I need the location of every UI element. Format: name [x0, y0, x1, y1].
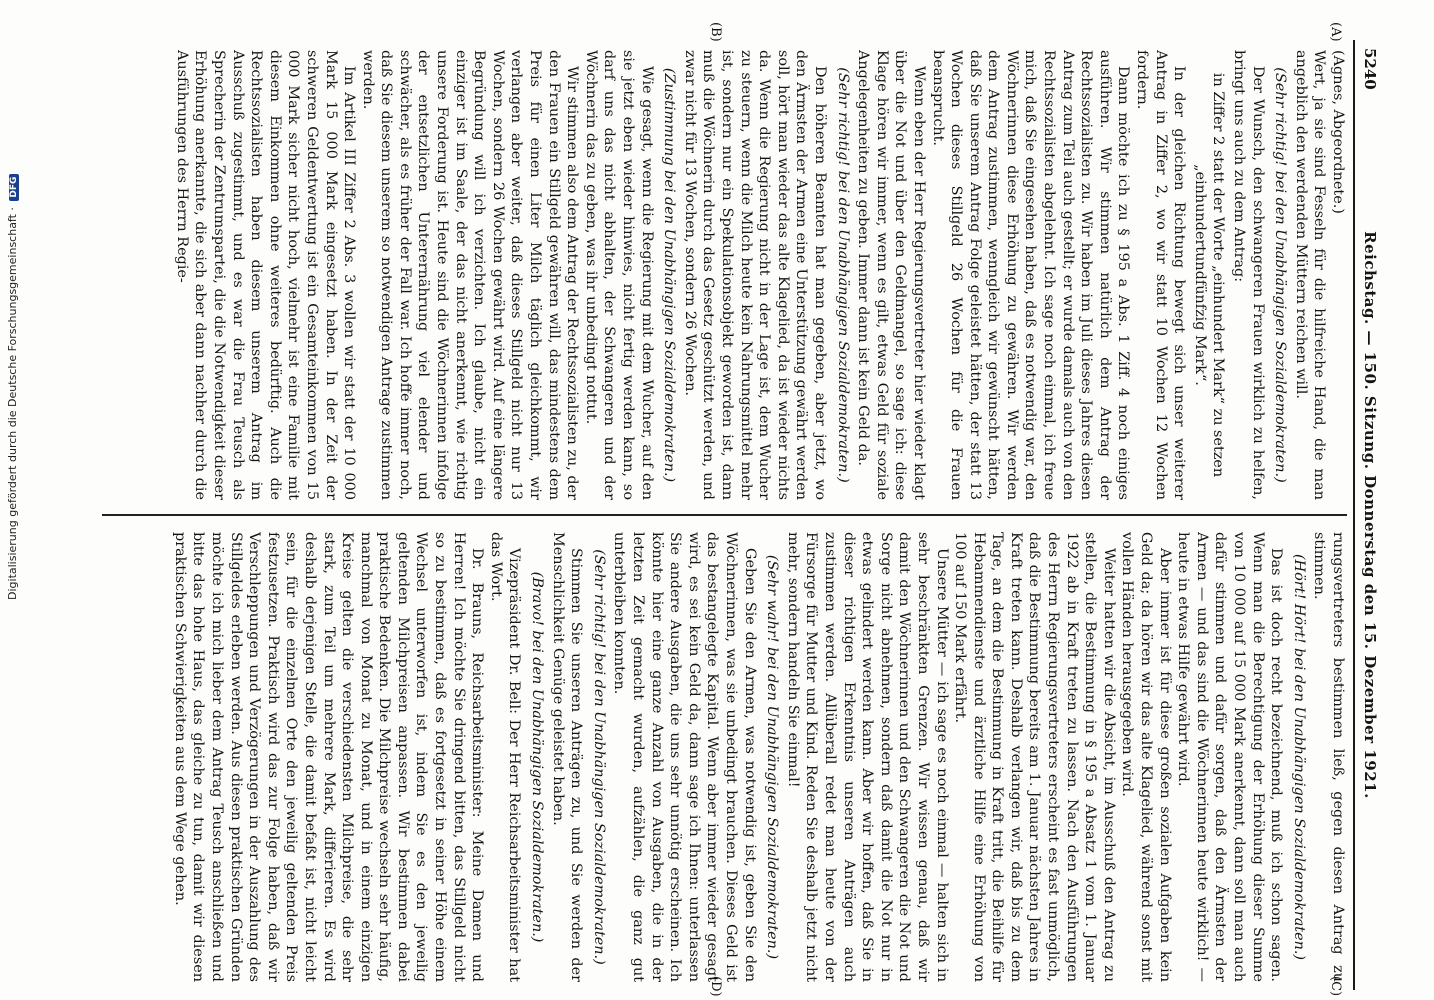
paragraph: (Agnes, Abgeordnete.): [1330, 50, 1346, 214]
dfg-logo: DFG: [9, 174, 19, 201]
header-rule: [1353, 40, 1355, 990]
page-number: 5240: [1361, 48, 1379, 90]
paragraph: Wir stimmen also dem Antrag der Rechtssozialisten zu, der den Frauen ein Stillgeld gewähren will, das mindestens dem Preis für einen Liter Milch täglich gleichkommt, wir verlangen aber weiter, daß dieses Stillgeld nicht nur 13 Wochen, sondern 26 Wochen gewährt wird. Auf eine längere Begründung will ich verzichten. Ich glaube, nicht ein einziger ist im Saale, der das nicht anerkennt, wie richtig unsere Forderung ist. Heute sind die Wöchnerinnen infolge der entsetzlichen Unterernährung viel elender und schwächer, als es früher der Fall war. Ich hoffe immer noch, daß Sie diesem unserem so notwendigen Antrage zustimmen werden.: [359, 50, 581, 500]
paragraph: Der Wunsch, den schwangeren Frauen wirklich zu helfen, bringt uns auch zu dem Antrag:: [1231, 50, 1266, 500]
page-title: Reichstag. — 150. Sitzung. Donnerstag den 15. Dezember 1921.: [1361, 231, 1379, 799]
footer-text: Digitalisierung gefördert durch die Deutsche Forschungsgemeinschaft ·: [6, 207, 19, 600]
paragraph: Das ist doch recht bezeichnend, muß ich schon sagen. Wenn man die Berechtigung der Erhöhung dieser Summe von 10 000 auf 15 000 Mark anerkennt, dann soll man auch dafür stimmen und dafür sorgen, daß den Ärmsten der Armen — und das sind die Wöchnerinnen heute wirklich! — heute in etwas Hilfe gewährt wird.: [1175, 532, 1285, 982]
paragraph: Wert, ja sie sind Fesseln für die hilfreiche Hand, die man angeblich den werdenden Müttern reichen will.: [1292, 50, 1328, 500]
paragraph: Dann möchte ich zu § 195 a Abs. 1 Ziff. 4 noch einiges ausführen. Wir stimmen natürlich dem Antrag der Rechtssozialisten zu. Wir haben im Juli dieses Jahres diesen Antrag zum Teil auch gestellt; er wurde damals auch von den Rechtssozialisten abgelehnt. Ich sage noch einmal, ich freue mich, daß Sie eingesehen haben, daß es notwendig war, den Wöchnerinnen diese Erhöhung zu gewähren. Wir werden dem Antrag zustimmen, wenngleich wir gewünscht hätten, daß Sie unserem Antrag Folge geleistet hätten, der statt 13 Wochen dieses Stillgeld 26 Wochen für die Frauen beansprucht.: [929, 50, 1132, 500]
paragraph: Im Artikel III Ziffer 2 Abs. 3 wollen wir statt der 10 000 Mark 15 000 Mark eingesetzt haben. In der Zeit der schweren Geldentwertung ist ein Gesamteinkommen von 15 000 Mark sicher nicht hoch, vielmehr ist eine Familie mit diesem Einkommen ohne weiteres bedürftig. Auch die Rechtssozialisten haben diesem unserem Antrag im Ausschuß zugestimmt, und es war die Frau Teusch als Sprecherin der Zentrumspartei, die die Notwendigkeit dieser Erhöhung anerkannte, die sich aber dann nachher durch die Ausführungen des Herrn Regie-: [173, 50, 358, 500]
interjection: (Hört! Hört! bei den Unabhängigen Sozialdemokraten.): [1290, 553, 1307, 961]
paragraph: Dr. Brauns, Reichsarbeitsminister: Meine Damen und Herren! Ich möchte Sie dringend bitten, das Stillgeld nicht so zu bestimmen, daß es fortgesetzt in seiner Höhe einem Wechsel unterworfen ist, indem Sie es den jeweilig geltenden Milchpreisen anpassen. Wir bestimmen dabei praktische Bedenken. Die Milchpreise wechseln sehr häufig, manchmal von Monat zu Monat, und in einem einzigen Kreise gelten die verschiedensten Milchpreise, die sehr stark, zum Teil um mehrere Mark, differieren. Es wird deshalb derjenigen Stelle, die damit befaßt ist, nicht leicht sein, für die einzelnen Orte den jeweilig geltenden Preis festzusetzen. Praktisch wird das zur Folge haben, daß wir Verschleppungen und Verzögerungen in der Auszahlung des Stillgeldes erleben werden. Aus diesen praktischen Gründen möchte ich mich lieber dem Antrag Teusch anschließen und bitte das hohe Haus, das gleiche zu tun, damit wir diesen praktischen Schwierigkeiten aus dem Wege gehen.: [171, 532, 486, 982]
paragraph: Wie gesagt, wenn die Regierung mit dem Wucher, auf den sie jetzt eben wieder hinwies, nicht fertig werden kann, so darf uns das nicht abhalten, der Schwangeren und der Wöchnerin das zu geben, was ihr unbedingt nottut.: [582, 50, 655, 500]
margin-marker-c: (C): [1328, 976, 1343, 997]
interjection: (Sehr richtig! bei den Unabhängigen Sozialdemokraten.): [590, 549, 607, 965]
paragraph: Stimmen Sie unseren Anträgen zu, und Sie werden der Menschlichkeit Genüge geleistet haben.: [549, 532, 585, 982]
column-divider: [102, 514, 1347, 516]
left-text-column: [77, 50, 1347, 500]
rotated-page-content: [83, 22, 1383, 997]
interjection: (Sehr wahr! bei den Unabhängigen Sozialdemokraten.): [764, 554, 781, 960]
paragraph: Wenn eben der Herr Regierungsvertreter hier wieder klagt über die Not und über den Geldmangel, so sage ich: diese Klage hören wir immer, wenn es gilt, etwas Geld für soziale Angelegenheiten zu geben. Immer dann ist kein Geld da.: [855, 50, 927, 500]
paragraph: Unsere Mütter — ich sage es noch einmal — halten sich in sehr beschränkten Grenzen. Wir wissen genau, daß wir damit den Wöchnerinnen und den Schwangeren die Not und Sorge nicht abnehmen, sondern daß damit die Not nur in etwas gelindert werden kann. Aber wir hoffen, daß Sie in dieser richtigen Erkenntnis unseren Anträgen auch zustimmen werden. Allüberall redet man heute von der Fürsorge für Mutter und Kind. Reden Sie deshalb jetzt nicht mehr, sondern handeln Sie einmal!: [784, 532, 950, 982]
interjection: (Bravo! bei den Unabhängigen Sozialdemokraten.): [529, 571, 546, 943]
paragraph: in Ziffer 2 statt der Worte „einhundert Mark“ zu setzen „einhundertundfünfzig Mark“.: [1191, 72, 1227, 478]
margin-marker-b: (B): [708, 22, 723, 42]
paragraph: rungsvertreters bestimmen ließ, gegen diesen Antrag zu stimmen.: [1311, 532, 1346, 982]
paragraph: Geben Sie den Armen, was notwendig ist, geben Sie den Wöchnerinnen, was sie unbedingt brauchen. Dieses Geld ist das bestangelegte Kapital. Wenn aber immer wieder gesagt wird, es sei kein Geld da, dann sage ich Ihnen: unterlassen Sie andere Ausgaben, die uns sehr unnötig erscheinen. Ich könnte hier eine ganze Anzahl von Ausgaben, die in der letzten Zeit gemacht wurden, aufzählen, die ganz gut unterbleiben konnten.: [611, 532, 758, 982]
interjection: (Zustimmung bei den Unabhängigen Sozialdemokraten.): [661, 67, 678, 483]
paragraph: Vizepräsident Dr. Bell: Der Herr Reichsarbeitsminister hat das Wort.: [487, 532, 523, 982]
digitization-footer: [6, 176, 24, 600]
paragraph: In der gleichen Richtung bewegt sich unser weiterer Antrag in Ziffer 2, wo wir statt 10 Wochen 12 Wochen fordern.: [1134, 50, 1188, 500]
paragraph: Den höheren Beamten hat man gegeben, aber jetzt, wo den Ärmsten der Armen eine Unterstützung gewährt werden soll, hört man wieder das alte Klagelied, da ist wieder nichts da. Wenn die Regierung nicht in der Lage ist, dem Wucher zu steuern, wenn die Milch heute kein Nahrungsmittel mehr ist, sondern nur ein Spekulationsobjekt geworden ist, dann muß die Wöchnerin durch das Gesetz geschützt werden, und zwar nicht für 13 Wochen, sondern 26 Wochen.: [681, 50, 828, 500]
paragraph: Weiter hatten wir die Absicht, im Ausschuß den Antrag zu stellen, die Bestimmung in § 195 a Absatz 1 vom 1. Januar 1922 ab in Kraft treten zu lassen. Nach den Ausführungen des Herrn Regierungsvertreters erscheint es fast unmöglich, daß die Bestimmung bereits am 1. Januar nächsten Jahres in Kraft treten kann. Deshalb verlangen wir, daß bis zu dem Tage, an dem die Bestimmung in Kraft tritt, die Beihilfe für Hebammendienste und ärztliche Hilfe eine Erhöhung von 100 auf 150 Mark erfährt.: [952, 532, 1117, 982]
interjection: (Sehr richtig! bei den Unabhängigen Sozialdemokraten.): [1272, 67, 1289, 483]
page-header: [1357, 40, 1383, 990]
margin-marker-a: (A): [1328, 22, 1343, 42]
paragraph: Aber immer ist für diese großen sozialen Aufgaben kein Geld da; da hören wir das alte Klagelied, während sonst mit vollen Händen herausgegeben wird.: [1119, 532, 1173, 982]
right-text-column: [77, 532, 1347, 982]
interjection: (Sehr richtig! bei den Unabhängigen Sozialdemokraten.): [834, 67, 851, 483]
margin-marker-d: (D): [708, 976, 723, 997]
